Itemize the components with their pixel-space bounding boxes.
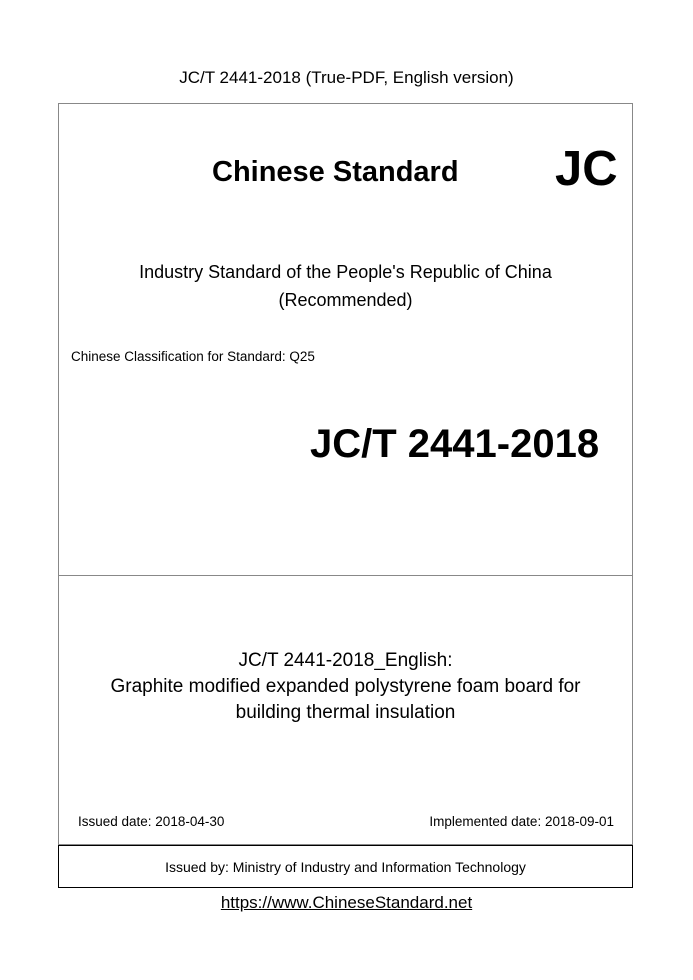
issued-by-text: Issued by: Ministry of Industry and Information Technology [165,858,526,875]
issued-by-box [58,845,633,888]
chinese-standard-heading: Chinese Standard [212,156,459,188]
issued-date: Issued date: 2018-04-30 [78,814,225,829]
jc-code-mark: JC [555,142,618,196]
document-title-line-1: JC/T 2441-2018_English: [238,650,453,671]
industry-standard-text [58,258,633,314]
document-title-line-3: building thermal insulation [235,702,456,723]
website-link[interactable]: https://www.ChineseStandard.net [220,893,473,912]
website-footer [0,893,693,913]
document-title [58,648,633,726]
industry-line-1: Industry Standard of the People's Republic of China [139,262,552,282]
classification-text: Chinese Classification for Standard: Q25 [71,349,315,364]
document-title-line-2: Graphite modified expanded polystyrene foam board for [110,676,581,697]
standard-number: JC/T 2441-2018 [310,422,600,466]
page-header-title: JC/T 2441-2018 (True-PDF, English version) [179,68,514,87]
industry-line-2: (Recommended) [278,290,413,310]
implemented-date: Implemented date: 2018-09-01 [429,814,614,829]
